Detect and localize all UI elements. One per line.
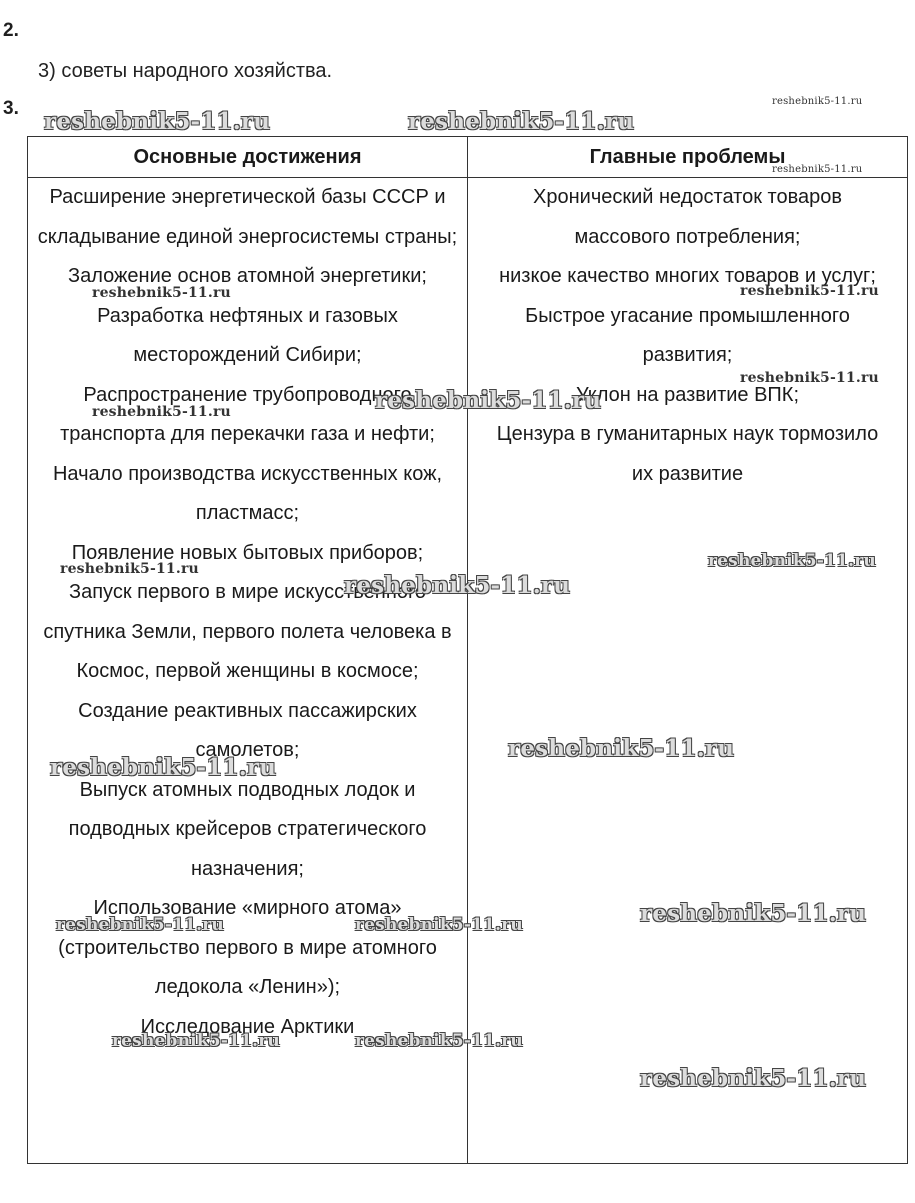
watermark: reshebnik5-11.ru — [640, 1065, 867, 1092]
watermark: reshebnik5-11.ru — [740, 283, 879, 299]
watermark: reshebnik5-11.ru — [92, 404, 231, 420]
header-problems: Главные проблемы — [468, 137, 908, 178]
achievement-item: Создание реактивных пассажирских самолетов; — [78, 699, 417, 761]
task-2-answer: 3) советы народного хозяйства. — [38, 60, 333, 82]
achievement-item: Исследование Арктики — [140, 1015, 355, 1038]
watermark: reshebnik5-11.ru — [740, 370, 879, 386]
achievement-item: Заложение основ атомной энергетики; — [68, 265, 427, 287]
watermark: reshebnik5-11.ru — [640, 900, 867, 927]
achievement-item: Выпуск атомных подводных лодок и подводных крейсеров стратегического назначения; — [68, 778, 427, 880]
watermark: reshebnik5-11.ru — [375, 387, 602, 414]
watermark: reshebnik5-11.ru — [408, 108, 635, 135]
watermark: reshebnik5-11.ru — [44, 108, 271, 135]
task-number-2: 2. — [3, 20, 19, 41]
problem-item: Уклон на развитие ВПК; — [575, 383, 800, 406]
watermark: reshebnik5-11.ru — [112, 1031, 280, 1051]
achievement-item: Расширение энергетической базы СССР и складывание единой энергосистемы страны; — [37, 186, 458, 248]
watermark: reshebnik5-11.ru — [56, 915, 224, 935]
achievements-problems-table — [27, 136, 908, 1164]
problem-item: Хронический недостаток товаров массового потребления; — [533, 186, 842, 248]
task-number-3: 3. — [3, 98, 19, 119]
watermark: reshebnik5-11.ru — [355, 915, 523, 935]
achievement-item: Начало производства искусственных кож, пластмасс; — [52, 462, 443, 524]
watermark: reshebnik5-11.ru — [355, 1031, 523, 1051]
watermark: reshebnik5-11.ru — [772, 164, 863, 175]
watermark: reshebnik5-11.ru — [508, 735, 735, 762]
achievements-cell — [28, 178, 468, 1164]
achievement-item: Появление новых бытовых приборов; — [71, 541, 424, 564]
watermark: reshebnik5-11.ru — [344, 572, 571, 599]
watermark: reshebnik5-11.ru — [708, 551, 876, 571]
achievement-item: Использование «мирного атома» (строительство первого в мире атомного ледокола «Ленин»); — [58, 897, 437, 998]
problem-item: Цензура в гуманитарных наук тормозило их развитие — [496, 423, 879, 485]
problem-item: Быстрое угасание промышленного развития; — [525, 304, 850, 366]
achievement-item: Разработка нефтяных и газовых месторождений Сибири; — [97, 304, 398, 366]
achievement-item: Запуск первого в мире искусственного спутника Земли, первого полета человека в Космос, первой женщины в космосе; — [43, 581, 452, 682]
header-achievements: Основные достижения — [28, 137, 468, 178]
watermark: reshebnik5-11.ru — [92, 285, 231, 301]
problem-item: низкое качество многих товаров и услуг; — [499, 265, 876, 287]
achievement-item: Распространение трубопроводного транспорта для перекачки газа и нефти; — [60, 383, 435, 445]
watermark: reshebnik5-11.ru — [60, 561, 199, 577]
problems-cell — [468, 178, 908, 1164]
watermark: reshebnik5-11.ru — [772, 96, 863, 107]
watermark: reshebnik5-11.ru — [50, 754, 277, 781]
